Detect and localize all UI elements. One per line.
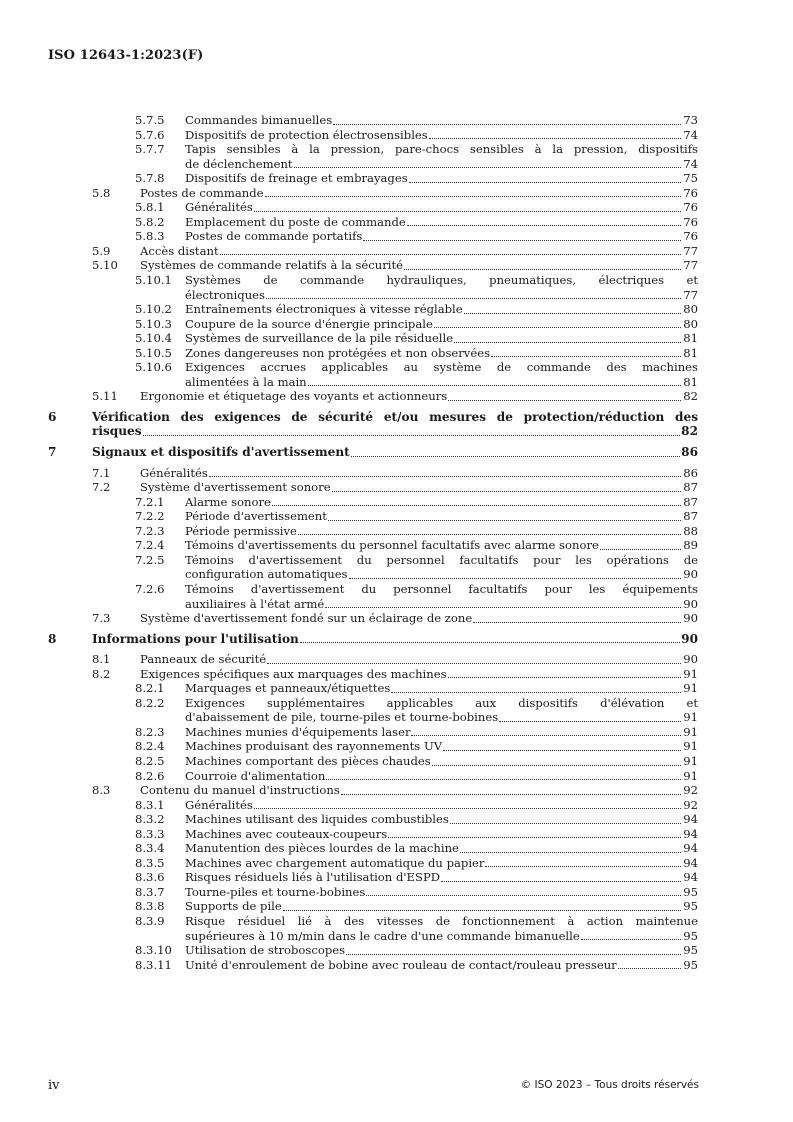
dot-leader [346, 954, 681, 955]
toc-entry-title: Dispositifs de protection électrosensibles [185, 127, 428, 142]
toc-entry-page: 94 [683, 826, 698, 841]
toc-entry[interactable] [48, 681, 698, 696]
toc-entry-page: 90 [681, 631, 698, 646]
toc-entry-number: 8.2.2 [135, 695, 165, 710]
dot-leader [332, 491, 681, 492]
toc-entry-number: 5.7.7 [135, 142, 165, 157]
dot-leader [267, 663, 681, 664]
dot-leader [308, 385, 681, 386]
dot-leader [254, 808, 681, 809]
copyright-notice: © ISO 2023 – Tous droits réservés [520, 1079, 699, 1091]
toc-entry-number: 8.3.3 [135, 826, 165, 841]
dot-leader [333, 124, 681, 125]
dot-leader [391, 692, 681, 693]
dot-leader [388, 837, 681, 838]
toc-entry-page: 80 [683, 302, 698, 317]
toc-entry-title: électroniques [185, 287, 265, 302]
toc-entry[interactable] [48, 611, 698, 626]
toc-entry-title: Panneaux de sécurité [140, 652, 267, 667]
toc-entry[interactable] [48, 841, 698, 856]
toc-entry-page: 86 [681, 445, 698, 460]
toc-entry[interactable] [48, 856, 698, 871]
toc-entry-page: 91 [683, 753, 698, 768]
dot-leader [411, 735, 681, 736]
toc-entry-number: 5.8.2 [135, 214, 165, 229]
toc-entry-title: supérieures à 10 m/min dans le cadre d'une commande bimanuelle [185, 928, 580, 943]
toc-entry-number: 8.2.1 [135, 681, 165, 696]
toc-entry-number: 7.2.5 [135, 552, 165, 567]
toc-entry-number: 5.7.8 [135, 171, 165, 186]
toc-entry-title: Ergonomie et étiquetage des voyants et actionneurs [140, 389, 448, 404]
toc-entry[interactable] [48, 410, 698, 439]
dot-leader [298, 534, 681, 535]
toc-entry-page: 95 [683, 957, 698, 972]
dot-leader [581, 939, 681, 940]
toc-entry-title: Témoins d'avertissement du personnel facultatifs pour les équipements [185, 581, 698, 596]
toc-entry[interactable] [48, 215, 698, 230]
toc-entry-title: Machines comportant des pièces chaudes [185, 753, 431, 768]
dot-leader [341, 794, 681, 795]
toc-entry[interactable] [48, 113, 698, 128]
toc-entry[interactable] [48, 524, 698, 539]
toc-entry[interactable] [48, 317, 698, 332]
toc-entry-number: 8.3.7 [135, 884, 165, 899]
toc-entry-page: 75 [683, 171, 698, 186]
toc-entry-page: 90 [683, 652, 698, 667]
toc-entry-title: Généralités [185, 797, 253, 812]
toc-entry-number: 8.3 [92, 783, 111, 798]
toc-entry-page: 90 [683, 611, 698, 626]
toc-entry-number: 5.10.1 [135, 273, 172, 288]
toc-entry-title: Contenu du manuel d'instructions [140, 783, 340, 798]
toc-entry-number: 8 [48, 631, 57, 646]
toc-entry-title: Généralités [185, 200, 253, 215]
toc-entry-page: 94 [683, 841, 698, 856]
toc-entry[interactable] [48, 812, 698, 827]
toc-entry-title: Supports de pile [185, 899, 282, 914]
toc-entry-title: Coupure de la source d'énergie principale [185, 316, 433, 331]
toc-entry-title: d'abaissement de pile, tourne-piles et tourne-bobines [185, 710, 499, 725]
toc-entry-title: Système d'avertissement sonore [140, 480, 331, 495]
dot-leader [432, 765, 681, 766]
toc-entry-page: 90 [683, 596, 698, 611]
document-id: ISO 12643-1:2023(F) [48, 48, 204, 63]
toc-entry-number: 5.8.3 [135, 229, 165, 244]
table-of-contents [48, 113, 698, 972]
toc-entry-title: Signaux et dispositifs d'avertissement [92, 445, 350, 460]
toc-entry[interactable] [48, 943, 698, 958]
toc-entry-page: 91 [683, 739, 698, 754]
toc-entry-number: 7.2 [92, 480, 111, 495]
toc-entry-number: 8.2.5 [135, 753, 165, 768]
toc-entry-page: 77 [683, 243, 698, 258]
toc-entry-title: Systèmes de commande relatifs à la sécurité [140, 258, 403, 273]
toc-entry-number: 8.3.9 [135, 913, 165, 928]
toc-entry-number: 8.2.3 [135, 724, 165, 739]
toc-entry[interactable] [48, 258, 698, 273]
toc-entry-title: de déclenchement [185, 156, 293, 171]
toc-entry-page: 81 [683, 374, 698, 389]
toc-entry-number: 7.3 [92, 611, 111, 626]
toc-entry-number: 5.7.5 [135, 113, 165, 127]
toc-entry-title: Accès distant [140, 243, 219, 258]
dot-leader [473, 622, 681, 623]
toc-entry-title: Machines munies d'équipements laser [185, 724, 411, 739]
toc-entry-title: Entraînements électroniques à vitesse réglable [185, 302, 463, 317]
toc-entry-title: Témoins d'avertissements du personnel facultatifs avec alarme sonore [185, 538, 599, 553]
toc-entry-title: Machines avec couteaux-coupeurs [185, 826, 388, 841]
toc-entry[interactable] [48, 509, 698, 524]
dot-leader [366, 895, 681, 896]
toc-entry-number: 7.2.2 [135, 509, 165, 524]
dot-leader [351, 456, 680, 457]
toc-entry-title: Courroie d'alimentation [185, 768, 326, 783]
toc-entry-number: 5.8.1 [135, 200, 165, 215]
dot-leader [448, 677, 681, 678]
page-number: iv [48, 1078, 60, 1093]
toc-entry-number: 8.2.6 [135, 768, 165, 783]
toc-entry-title: risques [92, 424, 142, 439]
toc-entry-page: 82 [683, 389, 698, 404]
dot-leader [464, 313, 681, 314]
dot-leader [325, 607, 681, 608]
toc-entry-title: Postes de commande [140, 185, 264, 200]
toc-entry-title: alimentées à la main [185, 374, 307, 389]
dot-leader [266, 298, 681, 299]
toc-entry-number: 8.2.4 [135, 739, 165, 754]
toc-entry-title: Utilisation de stroboscopes [185, 943, 346, 958]
toc-entry-number: 8.3.5 [135, 855, 165, 870]
toc-entry-number: 7.2.6 [135, 581, 165, 596]
toc-entry-title: Machines produisant des rayonnements UV [185, 739, 443, 754]
toc-entry[interactable] [48, 331, 698, 346]
toc-entry-title: Risques résiduels liés à l'utilisation d'ESPD [185, 870, 441, 885]
toc-entry-page: 94 [683, 870, 698, 885]
dot-leader [485, 866, 681, 867]
dot-leader [300, 642, 680, 643]
toc-entry[interactable] [48, 171, 698, 186]
toc-entry-page: 95 [683, 943, 698, 958]
toc-entry-title: Machines utilisant des liquides combustibles [185, 812, 449, 827]
toc-entry-title: Marquages et panneaux/étiquettes [185, 681, 391, 696]
toc-entry-page: 87 [683, 494, 698, 509]
toc-entry-number: 5.10.3 [135, 316, 172, 331]
dot-leader [349, 578, 681, 579]
toc-entry-page: 80 [683, 316, 698, 331]
dot-leader [454, 342, 681, 343]
toc-entry-number: 8.3.8 [135, 899, 165, 914]
toc-entry-page: 81 [683, 345, 698, 360]
toc-entry-page: 77 [683, 287, 698, 302]
toc-entry-page: 87 [683, 480, 698, 495]
toc-entry-number: 7 [48, 445, 57, 460]
toc-entry-page: 94 [683, 812, 698, 827]
dot-leader [404, 269, 681, 270]
dot-leader [220, 254, 681, 255]
toc-entry[interactable] [48, 769, 698, 784]
toc-entry[interactable] [48, 360, 698, 389]
toc-entry[interactable] [48, 273, 698, 302]
toc-entry-page: 81 [683, 331, 698, 346]
toc-entry-title: Témoins d'avertissement du personnel facultatifs pour les opérations de [185, 552, 698, 567]
toc-entry-number: 8.3.4 [135, 841, 165, 856]
toc-entry-title: Période d'avertissement [185, 509, 327, 524]
toc-entry-number: 5.10 [92, 258, 118, 273]
toc-entry-number: 5.10.6 [135, 360, 172, 375]
toc-entry-title: Vérification des exigences de sécurité et/ou mesures de protection/réduction des [92, 409, 698, 424]
toc-entry[interactable] [48, 652, 698, 667]
dot-leader [326, 779, 681, 780]
toc-entry[interactable] [48, 958, 698, 973]
dot-leader [434, 327, 681, 328]
toc-entry-page: 88 [683, 523, 698, 538]
toc-entry-title: Risque résiduel lié à des vitesses de fonctionnement à action maintenue [185, 913, 698, 928]
toc-entry-title: Exigences accrues applicables au système de commande des machines [185, 360, 698, 375]
dot-leader [294, 167, 681, 168]
dot-leader [283, 910, 681, 911]
dot-leader [429, 138, 681, 139]
toc-entry[interactable] [48, 466, 698, 481]
toc-entry-page: 76 [683, 229, 698, 244]
toc-entry-title: Systèmes de commande hydrauliques, pneumatiques, électriques et [185, 273, 698, 288]
dot-leader [450, 823, 681, 824]
toc-entry-page: 73 [683, 113, 698, 127]
dot-leader [443, 750, 681, 751]
toc-entry-number: 7.2.4 [135, 538, 165, 553]
toc-entry-number: 5.10.5 [135, 345, 172, 360]
toc-entry-page: 92 [683, 783, 698, 798]
dot-leader [448, 400, 681, 401]
toc-entry-number: 8.1 [92, 652, 111, 667]
dot-leader [254, 211, 681, 212]
toc-entry[interactable] [48, 302, 698, 317]
toc-entry-number: 5.7.6 [135, 127, 165, 142]
toc-entry[interactable] [48, 632, 698, 647]
toc-entry-page: 92 [683, 797, 698, 812]
dot-leader [491, 356, 681, 357]
toc-entry[interactable] [48, 870, 698, 885]
toc-entry[interactable] [48, 827, 698, 842]
toc-entry-page: 95 [683, 899, 698, 914]
toc-entry-title: Exigences spécifiques aux marquages des machines [140, 666, 447, 681]
dot-leader [600, 549, 681, 550]
dot-leader [328, 520, 681, 521]
toc-entry-page: 91 [683, 666, 698, 681]
toc-entry[interactable] [48, 885, 698, 900]
toc-entry[interactable] [48, 389, 698, 404]
toc-entry-page: 91 [683, 681, 698, 696]
toc-entry-page: 74 [683, 156, 698, 171]
dot-leader [363, 240, 681, 241]
toc-entry-title: Système d'avertissement fondé sur un éclairage de zone [140, 611, 473, 626]
toc-entry-title: Alarme sonore [185, 494, 271, 509]
toc-entry-title: Période permissive [185, 523, 297, 538]
toc-entry[interactable] [48, 186, 698, 201]
toc-entry[interactable] [48, 725, 698, 740]
toc-entry[interactable] [48, 244, 698, 259]
toc-entry-page: 90 [683, 567, 698, 582]
toc-entry-number: 6 [48, 409, 57, 424]
toc-entry-page: 74 [683, 127, 698, 142]
toc-entry[interactable] [48, 346, 698, 361]
toc-entry-title: Manutention des pièces lourdes de la machine [185, 841, 459, 856]
toc-entry-title: configuration automatiques [185, 567, 348, 582]
toc-entry-title: Commandes bimanuelles [185, 113, 333, 127]
toc-entry[interactable] [48, 445, 698, 460]
toc-entry-page: 89 [683, 538, 698, 553]
toc-entry[interactable] [48, 495, 698, 510]
toc-entry-page: 91 [683, 768, 698, 783]
toc-entry-number: 8.3.2 [135, 812, 165, 827]
toc-entry[interactable] [48, 142, 698, 171]
dot-leader [618, 968, 681, 969]
toc-entry-number: 5.10.4 [135, 331, 172, 346]
toc-entry-page: 82 [681, 424, 698, 439]
toc-entry-title: Tapis sensibles à la pression, pare-chocs sensibles à la pression, dispositifs [185, 142, 698, 157]
toc-entry[interactable] [48, 200, 698, 215]
toc-entry-number: 8.3.10 [135, 943, 172, 958]
dot-leader [272, 505, 681, 506]
toc-entry-title: Machines avec chargement automatique du papier [185, 855, 485, 870]
toc-entry[interactable] [48, 667, 698, 682]
toc-entry[interactable] [48, 553, 698, 582]
toc-entry-number: 8.2 [92, 666, 111, 681]
toc-entry[interactable] [48, 739, 698, 754]
toc-entry-number: 5.8 [92, 185, 111, 200]
toc-entry[interactable] [48, 899, 698, 914]
toc-entry-page: 95 [683, 928, 698, 943]
toc-entry-page: 76 [683, 214, 698, 229]
toc-entry-title: Informations pour l'utilisation [92, 631, 299, 646]
toc-entry-number: 8.3.1 [135, 797, 165, 812]
dot-leader [265, 196, 681, 197]
toc-entry-number: 5.11 [92, 389, 118, 404]
dot-leader [409, 182, 681, 183]
toc-entry-page: 86 [683, 465, 698, 480]
toc-entry-title: Unité d'enroulement de bobine avec rouleau de contact/rouleau presseur [185, 957, 617, 972]
toc-entry-title: Généralités [140, 465, 208, 480]
toc-entry-page: 76 [683, 200, 698, 215]
toc-entry-title: Systèmes de surveillance de la pile résiduelle [185, 331, 454, 346]
toc-entry[interactable] [48, 582, 698, 611]
toc-entry-title: Zones dangereuses non protégées et non observées [185, 345, 491, 360]
toc-entry-page: 77 [683, 258, 698, 273]
toc-entry[interactable] [48, 538, 698, 553]
toc-entry-page: 91 [683, 710, 698, 725]
toc-entry-number: 5.9 [92, 243, 111, 258]
toc-entry[interactable] [48, 128, 698, 143]
toc-entry[interactable] [48, 914, 698, 943]
toc-entry-number: 5.10.2 [135, 302, 172, 317]
toc-entry-title: auxiliaires à l'état armé [185, 596, 325, 611]
toc-entry[interactable] [48, 783, 698, 798]
toc-entry-number: 7.1 [92, 465, 111, 480]
dot-leader [209, 476, 681, 477]
toc-entry-title: Dispositifs de freinage et embrayages [185, 171, 408, 186]
toc-entry[interactable] [48, 229, 698, 244]
toc-entry-page: 94 [683, 855, 698, 870]
dot-leader [499, 721, 681, 722]
toc-entry[interactable] [48, 480, 698, 495]
dot-leader [460, 852, 681, 853]
toc-entry[interactable] [48, 798, 698, 813]
toc-entry-number: 8.3.11 [135, 957, 172, 972]
toc-entry-page: 87 [683, 509, 698, 524]
dot-leader [407, 225, 681, 226]
toc-entry-number: 8.3.6 [135, 870, 165, 885]
toc-entry-title: Tourne-piles et tourne-bobines [185, 884, 366, 899]
dot-leader [441, 881, 681, 882]
toc-entry[interactable] [48, 754, 698, 769]
dot-leader [143, 435, 681, 436]
toc-entry-title: Exigences supplémentaires applicables aux dispositifs d'élévation et [185, 695, 698, 710]
toc-entry-page: 95 [683, 884, 698, 899]
toc-entry-title: Emplacement du poste de commande [185, 214, 406, 229]
toc-entry-title: Postes de commande portatifs [185, 229, 363, 244]
toc-entry[interactable] [48, 696, 698, 725]
toc-entry-number: 7.2.1 [135, 494, 165, 509]
toc-entry-page: 91 [683, 724, 698, 739]
toc-entry-page: 76 [683, 185, 698, 200]
toc-entry-number: 7.2.3 [135, 523, 165, 538]
